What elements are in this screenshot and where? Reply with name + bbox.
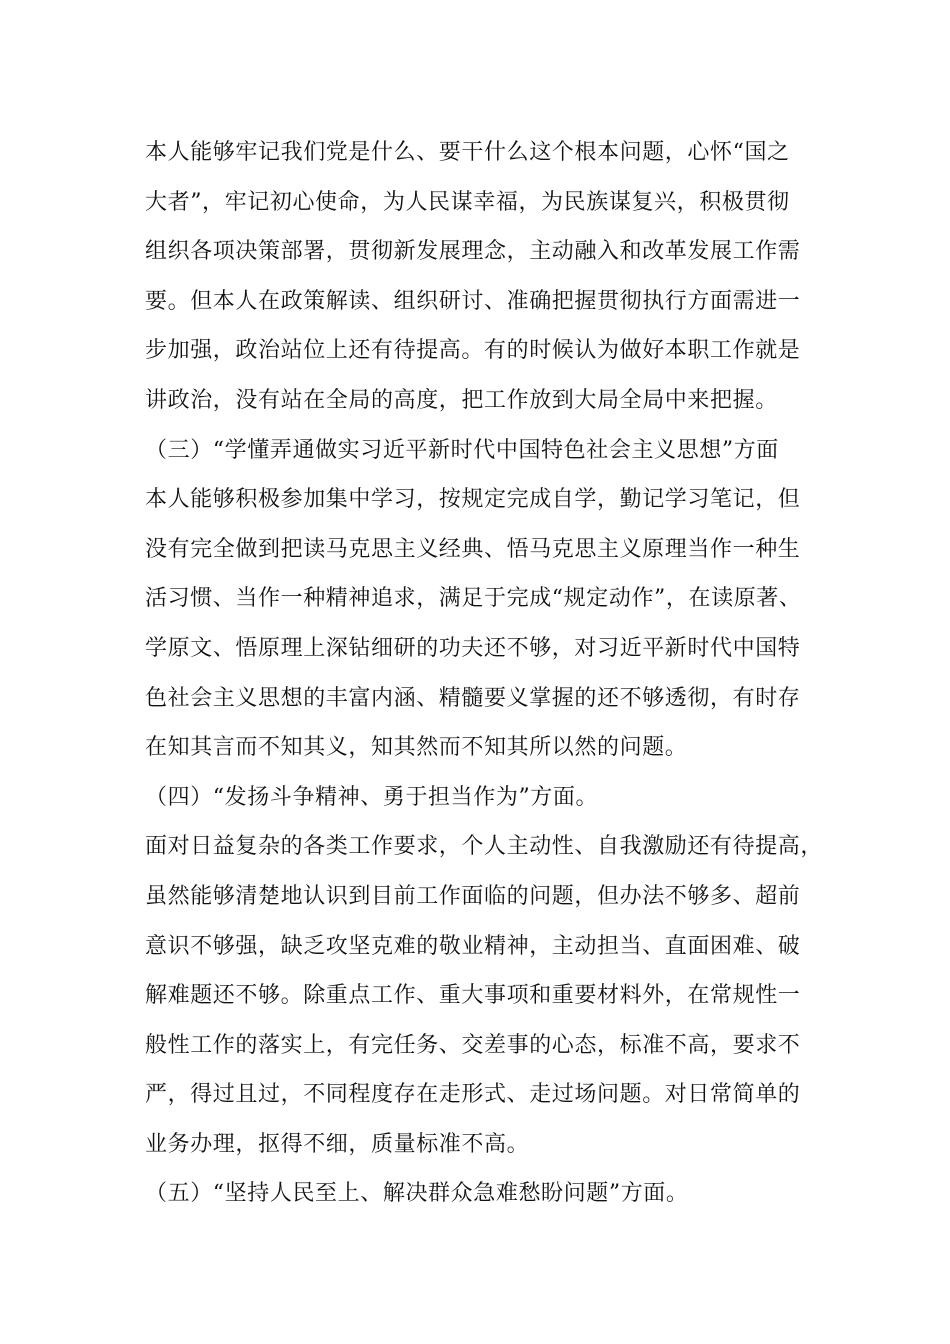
paragraph-line: 学原文、悟原理上深钻细研的功夫还不够，对习近平新时代中国特: [145, 635, 801, 661]
paragraph-line: 解难题还不够。除重点工作、重大事项和重要材料外，在常规性一: [145, 983, 801, 1009]
paragraph-line: 在知其言而不知其义，知其然而不知其所以然的问题。: [145, 735, 688, 761]
paragraph-line: 面对日益复杂的各类工作要求，个人主动性、自我激励还有待提高，: [145, 834, 824, 860]
paragraph-line: 要。但本人在政策解读、组织研讨、准确把握贯彻执行方面需进一: [145, 288, 801, 314]
paragraph-line: 步加强，政治站位上还有待提高。有的时候认为做好本职工作就是: [145, 338, 801, 364]
section-heading-5: （五）“坚持人民至上、解决群众急难愁盼问题”方面。: [145, 1181, 689, 1207]
paragraph-line: 本人能够积极参加集中学习，按规定完成自学，勤记学习笔记，但: [145, 487, 801, 513]
paragraph-line: 讲政治，没有站在全局的高度，把工作放到大局全局中来把握。: [145, 387, 778, 413]
paragraph-line: 业务办理，抠得不细，质量标准不高。: [145, 1131, 530, 1157]
document-body: [145, 128, 825, 1219]
paragraph-line: 色社会主义思想的丰富内涵、精髓要义掌握的还不够透彻，有时存: [145, 685, 801, 711]
section-heading-3: （三）“学懂弄通做实习近平新时代中国特色社会主义思想”方面: [145, 437, 779, 463]
paragraph-line: 虽然能够清楚地认识到目前工作面临的问题，但办法不够多、超前: [145, 883, 801, 909]
section-heading-4: （四）“发扬斗争精神、勇于担当作为”方面。: [145, 784, 599, 810]
paragraph-line: 组织各项决策部署，贯彻新发展理念，主动融入和改革发展工作需: [145, 239, 801, 265]
paragraph-line: 本人能够牢记我们党是什么、要干什么这个根本问题，心怀“国之: [145, 140, 790, 165]
paragraph-line: 严，得过且过，不同程度存在走形式、走过场问题。对日常简单的: [145, 1082, 801, 1108]
paragraph-line: 大者”，牢记初心使命，为人民谋幸福，为民族谋复兴，积极贯彻: [145, 189, 790, 215]
paragraph-line: 没有完全做到把读马克思主义经典、悟马克思主义原理当作一种生: [145, 536, 801, 562]
paragraph-line: 活习惯、当作一种精神追求，满足于完成“规定动作”，在读原著、: [145, 586, 802, 612]
paragraph-line: 般性工作的落实上，有完任务、交差事的心态，标准不高，要求不: [145, 1032, 801, 1058]
paragraph-line: 意识不够强，缺乏攻坚克难的敬业精神，主动担当、直面困难、破: [145, 933, 801, 959]
